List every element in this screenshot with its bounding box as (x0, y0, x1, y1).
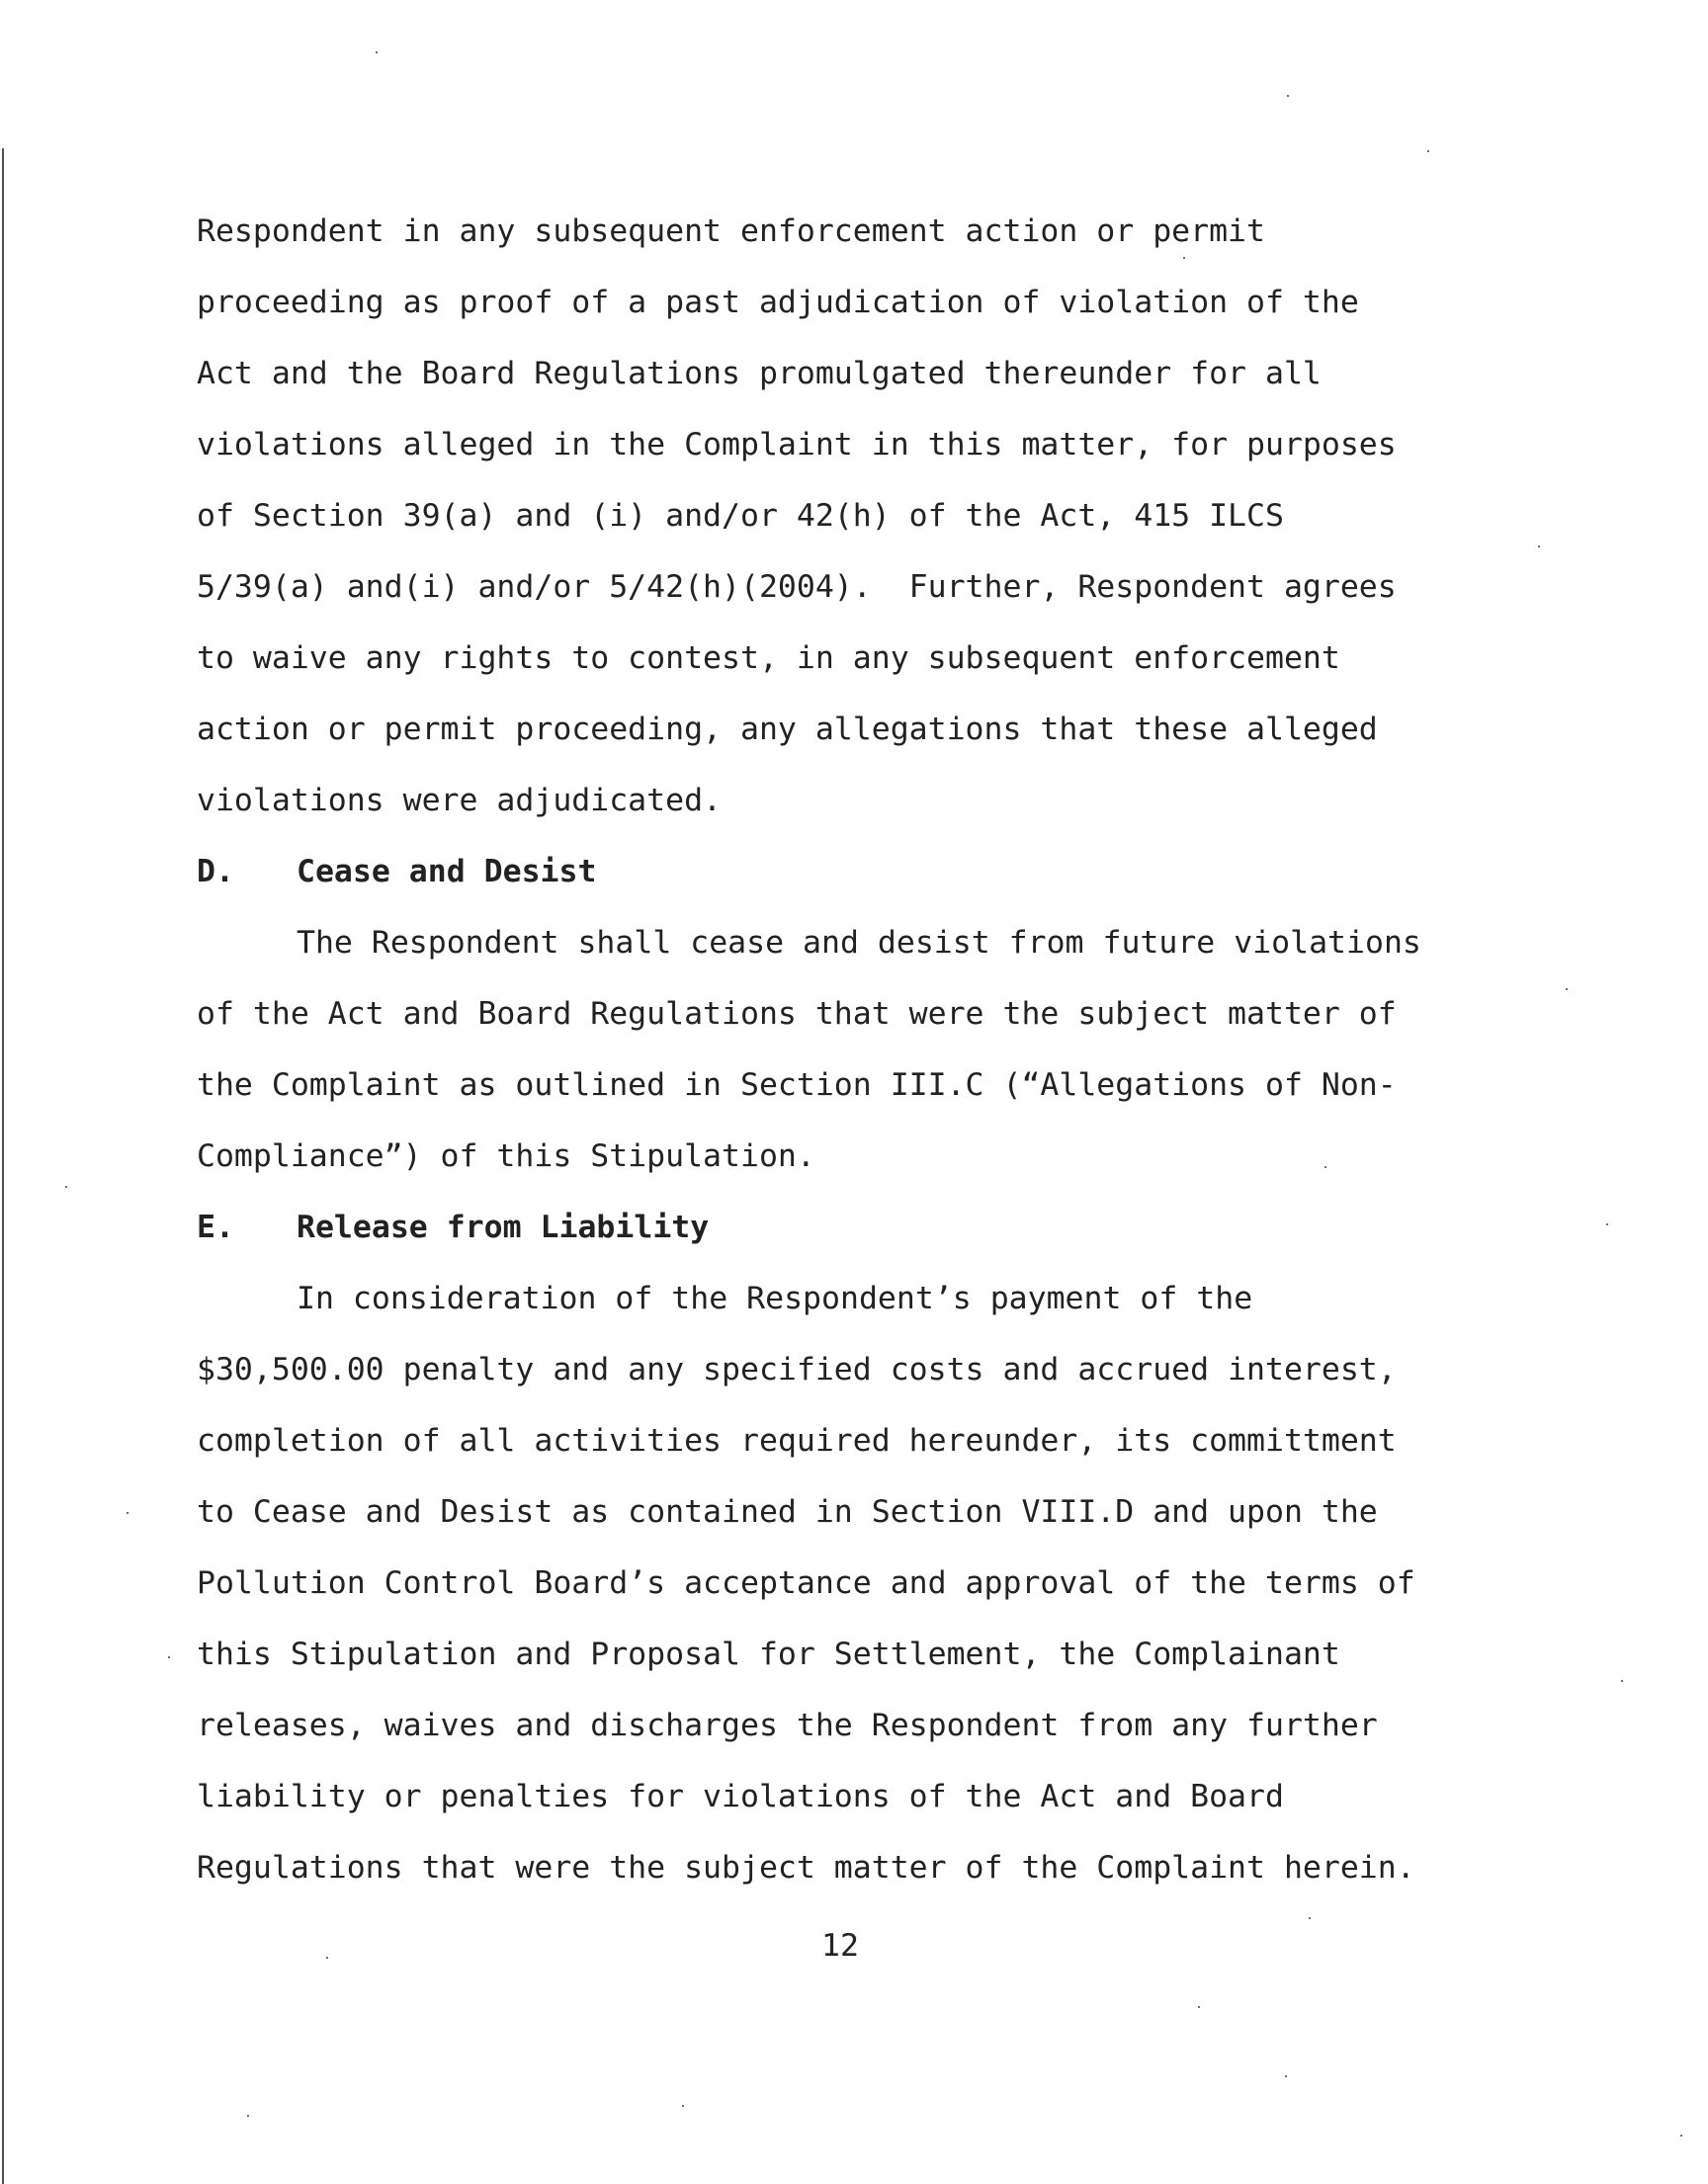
text-line: Compliance”) of this Stipulation. (197, 1138, 815, 1174)
text-line: violations alleged in the Complaint in this matter, for purposes (197, 427, 1397, 462)
text-line: 5/39(a) and(i) and/or 5/42(h)(2004). Further, Respondent agrees (197, 569, 1397, 605)
scan-speck (1324, 1166, 1326, 1168)
text-line: proceeding as proof of a past adjudication of violation of the (197, 285, 1359, 320)
page-number: 12 (821, 1928, 859, 1964)
text-line: Pollution Control Board’s acceptance and approval of the terms of (197, 1565, 1415, 1601)
section-d-letter: D. (197, 854, 234, 889)
scan-speck (326, 1957, 328, 1959)
section-d-paragraph (197, 907, 1521, 1192)
text-line: liability or penalties for violations of the Act and Board (197, 1779, 1284, 1814)
text-line: action or permit proceeding, any allegations that these alleged (197, 712, 1378, 747)
section-d-title: Cease and Desist (297, 854, 597, 889)
text-line: $30,500.00 penalty and any specified costs and accrued interest, (197, 1352, 1397, 1387)
section-e-paragraph (197, 1263, 1521, 1903)
scan-edge-line (2, 148, 4, 2184)
scan-speck (1606, 1223, 1608, 1225)
section-e-heading (197, 1192, 1521, 1263)
scan-speck (1621, 1680, 1623, 1682)
text-line: Respondent in any subsequent enforcement action or permit (197, 213, 1265, 249)
text-line: the Complaint as outlined in Section III.C (“Allegations of Non- (197, 1067, 1397, 1103)
text-line: violations were adjudicated. (197, 783, 723, 818)
text-line: The Respondent shall cease and desist from future violations (297, 925, 1421, 961)
text-line: this Stipulation and Proposal for Settlement, the Complainant (197, 1637, 1340, 1672)
scan-speck (168, 1656, 170, 1658)
text-line: of Section 39(a) and (i) and/or 42(h) of the Act, 415 ILCS (197, 498, 1284, 534)
scan-speck (247, 2115, 249, 2117)
text-line: completion of all activities required hereunder, its committment (197, 1423, 1397, 1459)
scan-speck (1198, 2006, 1200, 2008)
text-line: releases, waives and discharges the Respondent from any further (197, 1708, 1378, 1743)
scan-speck (376, 51, 378, 53)
text-line: Regulations that were the subject matter of the Complaint herein. (197, 1850, 1415, 1886)
section-d-heading (197, 836, 1521, 907)
scan-speck (1183, 257, 1185, 259)
scan-speck (682, 2105, 684, 2107)
text-line: to waive any rights to contest, in any subsequent enforcement (197, 640, 1340, 676)
section-e-letter: E. (197, 1210, 234, 1245)
scan-speck (1309, 1917, 1311, 1919)
scan-speck (1287, 95, 1289, 97)
document-body (197, 196, 1521, 1903)
text-line: to Cease and Desist as contained in Section VIII.D and upon the (197, 1494, 1378, 1530)
text-line: of the Act and Board Regulations that were the subject matter of (197, 996, 1397, 1032)
paragraph-continuation (197, 196, 1521, 836)
scan-speck (65, 1186, 67, 1188)
text-line: Act and the Board Regulations promulgated thereunder for all (197, 356, 1322, 391)
scan-speck (1680, 2135, 1682, 2137)
scan-speck (1566, 988, 1568, 990)
scan-speck (1285, 2075, 1287, 2077)
text-line: In consideration of the Respondent’s payment of the (297, 1281, 1253, 1316)
scan-speck (1427, 150, 1429, 152)
section-e-title: Release from Liability (297, 1210, 710, 1245)
scan-speck (1538, 546, 1540, 547)
scan-speck (127, 1512, 128, 1514)
